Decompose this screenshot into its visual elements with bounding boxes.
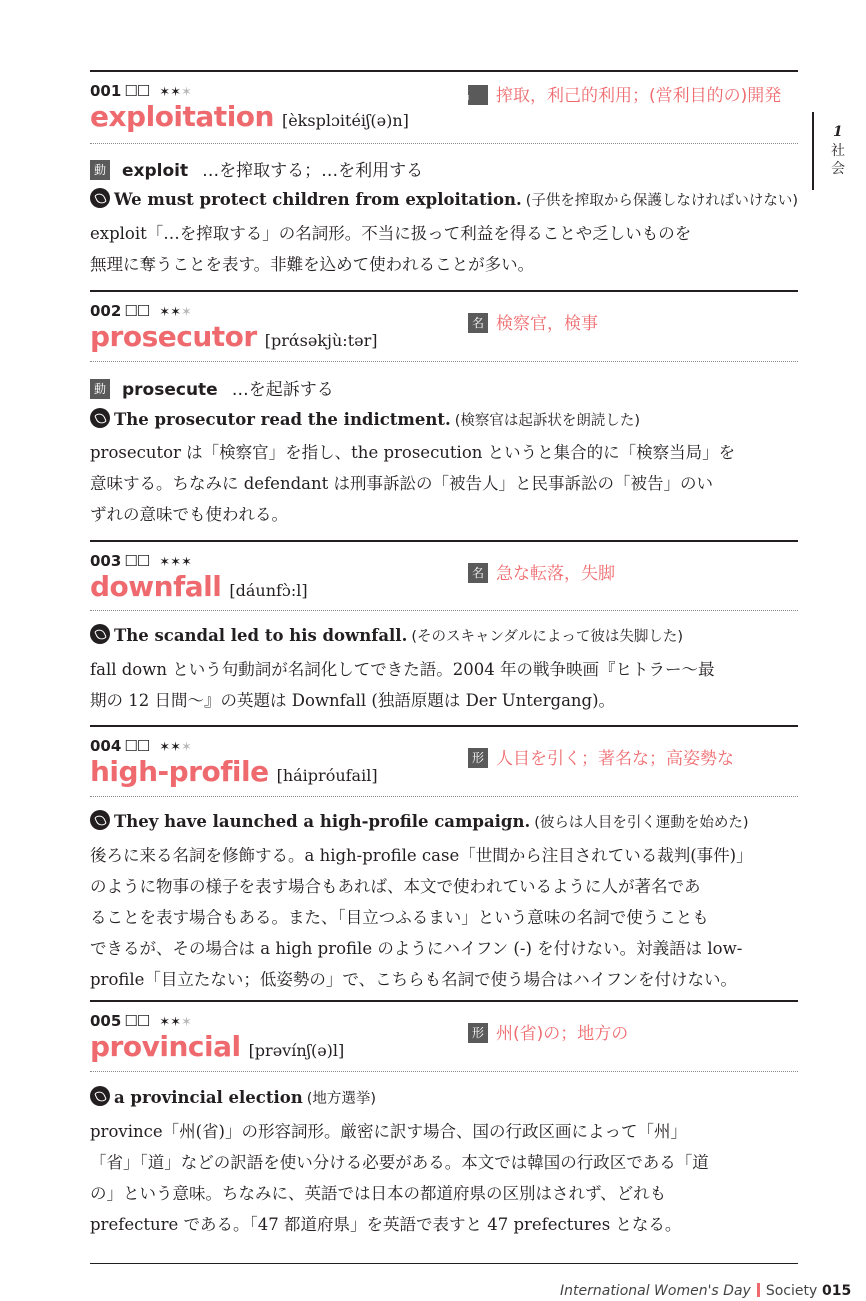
pronunciation: [prəvínʃ(ə)l] (248, 1041, 345, 1060)
example-ja: (子供を搾取から保護しなければいけない) (525, 193, 799, 209)
headword: prosecutor (90, 320, 257, 353)
meaning (468, 560, 798, 588)
headword: exploitation (90, 100, 274, 133)
example-icon (90, 408, 110, 428)
related-word-text: exploit (122, 161, 189, 181)
entry-number: 002 (90, 302, 122, 320)
example-icon (90, 810, 110, 830)
example-en: They have launched a high-profile campaign. (114, 812, 531, 831)
explanation-line: province「州(省)」の形容詞形。厳密に訳す場合、国の行政区画によって「州」 (90, 1122, 687, 1141)
example-ja: (そのスキャンダルによって彼は失脚した) (411, 629, 684, 645)
importance-stars-faint: ✶ (181, 1015, 192, 1030)
example-sentence (90, 188, 802, 210)
pronunciation: [èksplɔitéiʃ(ə)n] (281, 111, 409, 130)
footer (560, 1283, 860, 1299)
headword: downfall (90, 570, 222, 603)
meaning (457, 82, 798, 110)
dotted-separator (90, 796, 798, 797)
entry-004 (90, 737, 798, 789)
related-gloss: …を起訴する (231, 380, 334, 400)
explanation (90, 218, 802, 280)
example-en: We must protect children from exploitation. (114, 190, 522, 209)
example-en: The prosecutor read the indictment. (114, 410, 451, 429)
explanation-line: ることを表す場合もある。また、「目立つふるまい」という意味の名詞で使うことも (90, 908, 709, 927)
example-icon (90, 1086, 110, 1106)
importance-stars: ✶✶✶ (159, 555, 192, 570)
example-ja: (検察官は起訴状を朗読した) (454, 413, 641, 429)
importance-stars: ✶✶ (159, 305, 182, 320)
pos-badge: 形 (468, 748, 488, 768)
meaning-text: 人目を引く；著名な；高姿勢な (496, 749, 734, 769)
check-boxes[interactable]: ☐☐ (124, 552, 150, 570)
example-en: a provincial election (114, 1088, 303, 1107)
importance-stars-faint: ✶ (181, 740, 192, 755)
entry-003 (90, 552, 798, 604)
meaning (468, 310, 798, 338)
pos-badge: 名 (468, 85, 488, 105)
meaning (468, 1020, 798, 1048)
entry-divider (90, 725, 798, 727)
pos-badge: 名 (468, 313, 488, 333)
pos-badge: 動 (90, 160, 110, 180)
explanation-line: ずれの意味でも使われる。 (90, 505, 288, 524)
importance-stars-faint: ✶ (181, 305, 192, 320)
explanation (90, 437, 802, 530)
explanation-line: できるが、その場合は a high profile のようにハイフン (-) を付けない。対義語は low- (90, 939, 743, 958)
example-sentence (90, 810, 802, 832)
example-icon (90, 624, 110, 644)
related-word (90, 375, 334, 400)
explanation-line: のように物事の様子を表す場合もあれば、本文で使われているように人が著名であ (90, 877, 701, 896)
explanation-line: 「省」「道」などの訳語を使い分ける必要がある。本文では韓国の行政区である「道 (90, 1153, 709, 1172)
check-boxes[interactable]: ☐☐ (124, 737, 150, 755)
chapter-tab (812, 112, 866, 190)
example-sentence (90, 624, 802, 646)
example-sentence (90, 408, 802, 430)
example-ja: (地方選挙) (306, 1091, 377, 1107)
example-icon (90, 188, 110, 208)
explanation-line: 意味する。ちなみに defendant は刑事訴訟の「被告人」と民事訴訟の「被告」のい (90, 474, 713, 493)
footer-title: International Women's Day (560, 1283, 751, 1299)
pronunciation: [háipróufail] (276, 766, 378, 785)
related-gloss: …を搾取する；…を利用する (202, 161, 424, 181)
entry-number: 001 (90, 82, 122, 100)
related-word-text: prosecute (122, 380, 218, 400)
example-sentence (90, 1086, 802, 1108)
entry-number: 003 (90, 552, 122, 570)
pos-badge: 動 (90, 379, 110, 399)
entry-number: 005 (90, 1012, 122, 1030)
pronunciation: [prάsəkjù:tər] (264, 331, 378, 350)
entry-002 (90, 302, 798, 354)
check-boxes[interactable]: ☐☐ (124, 302, 150, 320)
meaning-text: 検察官，検事 (496, 314, 598, 334)
entry-divider (90, 290, 798, 292)
dotted-separator (90, 361, 798, 362)
footer-rule (90, 1263, 798, 1264)
check-boxes[interactable]: ☐☐ (124, 1012, 150, 1030)
example-ja: (彼らは人目を引く運動を始めた) (534, 815, 749, 831)
explanation-line: fall down という句動詞が名詞化してできた語。2004 年の戦争映画『ヒトラー～最 (90, 660, 715, 679)
dotted-separator (90, 143, 798, 144)
explanation-line: 期の 12 日間～』の英題は Downfall (独語原題は Der Untergang)。 (90, 691, 616, 710)
pronunciation: [dáunfɔ̀:l] (229, 581, 308, 600)
explanation-line: prosecutor は「検察官」を指し、the prosecution というと集合的に「検察当局」を (90, 443, 736, 462)
explanation-line: 後ろに来る名詞を修飾する。a high-profile case「世間から注目されている裁判(事件)」 (90, 846, 753, 865)
entry-005 (90, 1012, 798, 1064)
meaning-text: 州(省)の；地方の (496, 1024, 629, 1044)
explanation (90, 654, 802, 716)
example-en: The scandal led to his downfall. (114, 626, 408, 645)
pos-badge: 名 (468, 563, 488, 583)
meaning-text: 急な転落，失脚 (496, 564, 615, 584)
explanation-line: exploit「…を搾取する」の名詞形。不当に扱って利益を得ることや乏しいものを (90, 224, 692, 243)
entry-number: 004 (90, 737, 122, 755)
chapter-label: 社会 (831, 143, 845, 177)
headword: high-profile (90, 755, 269, 788)
entry-divider (90, 540, 798, 542)
entry-001 (90, 82, 798, 134)
importance-stars: ✶✶ (159, 740, 182, 755)
headword: provincial (90, 1030, 241, 1063)
explanation (90, 840, 802, 995)
dotted-separator (90, 1071, 798, 1072)
explanation-line: の」という意味。ちなみに、英語では日本の都道府県の区別はされず、どれも (90, 1184, 667, 1203)
page-number: 015 (822, 1283, 852, 1299)
explanation-line: 無理に奪うことを表す。非難を込めて使われることが多い。 (90, 255, 535, 274)
importance-stars: ✶✶ (159, 1015, 182, 1030)
explanation-line: profile「目立たない；低姿勢の」で、こちらも名詞で使う場合はハイフンを付けない。 (90, 970, 737, 989)
entry-divider (90, 1000, 798, 1002)
check-boxes[interactable]: ☐☐ (124, 82, 150, 100)
footer-separator (757, 1283, 760, 1297)
dotted-separator (90, 610, 798, 611)
related-word (90, 156, 423, 181)
explanation-line: prefecture である。「47 都道府県」を英語で表すと 47 prefectures となる。 (90, 1215, 682, 1234)
entry-divider (90, 70, 798, 72)
pos-badge: 形 (468, 1023, 488, 1043)
explanation (90, 1116, 802, 1240)
meaning-text: 搾取，利己的利用；(営利目的の)開発 (496, 86, 782, 106)
footer-section: Society (765, 1283, 818, 1299)
importance-stars-faint: ✶ (181, 85, 192, 100)
chapter-number: 1 (833, 124, 843, 140)
meaning (468, 745, 798, 773)
importance-stars: ✶✶ (159, 85, 182, 100)
